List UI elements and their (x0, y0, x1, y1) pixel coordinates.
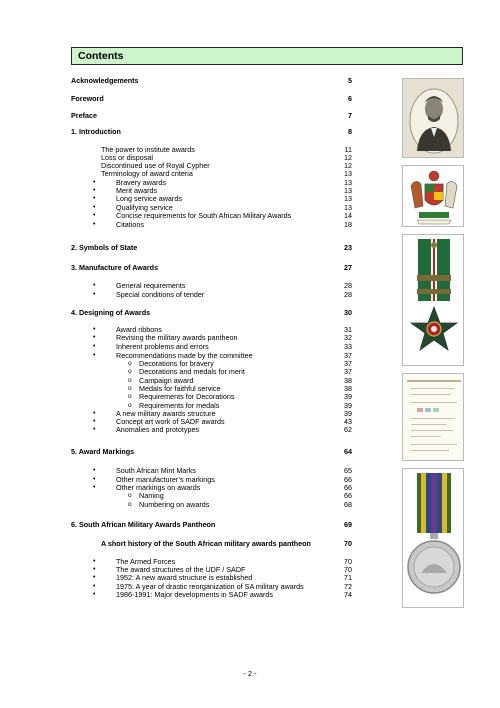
bullet-icon: • (93, 467, 96, 474)
toc-entry-title: Foreword (71, 94, 104, 103)
toc-entry-title: 2. Symbols of State (71, 243, 138, 252)
toc-entry-title: 5. Award Markings (71, 447, 135, 456)
bullet-icon: • (93, 426, 96, 433)
toc-entry-title: Other markings on awards (116, 483, 201, 492)
toc-entry-page: 27 (344, 263, 352, 272)
toc-entry-page: 31 (344, 325, 352, 334)
toc-entry-title: Anomalies and prototypes (116, 425, 200, 434)
bullet-icon: • (93, 352, 96, 359)
toc-entry-title: General requirements (116, 281, 186, 290)
toc-entry-page: 64 (344, 447, 352, 456)
bullet-icon: • (93, 204, 96, 211)
toc-entry-title: Decorations and medals for merit (139, 367, 245, 376)
toc-entry-title: Naming (139, 491, 164, 500)
toc-entry-title: Bravery awards (116, 178, 166, 187)
toc-entry-page: 12 (344, 161, 352, 170)
bullet-icon: • (93, 476, 96, 483)
toc-entry-page: 13 (344, 178, 352, 187)
circle-bullet-icon: o (128, 368, 132, 375)
toc-entry-page: 70 (344, 539, 352, 548)
coat-of-arms-icon (403, 166, 464, 227)
toc-entry-page: 37 (344, 359, 352, 368)
bullet-icon: • (93, 179, 96, 186)
toc-entry-page: 39 (344, 392, 352, 401)
toc-entry-page: 66 (344, 475, 352, 484)
bullet-icon: • (93, 212, 96, 219)
toc-entry-title: Requirements for medals (139, 401, 220, 410)
page-number: - 2 - (243, 669, 257, 678)
toc-entry-title: Award ribbons (116, 325, 162, 334)
toc-entry-page: 13 (344, 186, 352, 195)
toc-entry-page: 37 (344, 351, 352, 360)
bullet-icon: • (93, 583, 96, 590)
bullet-icon: • (93, 484, 96, 491)
bullet-icon: • (93, 558, 96, 565)
portrait-photo-icon (403, 79, 464, 158)
toc-entry-page: 66 (344, 491, 352, 500)
bullet-icon: • (93, 334, 96, 341)
toc-entry-title: 6. South African Military Awards Pantheon (71, 520, 216, 529)
toc-entry-title: The award structures of the UDF / SADF (116, 565, 246, 574)
toc-entry-title: The Armed Forces (116, 557, 176, 566)
toc-entry-page: 13 (344, 169, 352, 178)
toc-entry-title: 1. Introduction (71, 127, 121, 136)
toc-entry-page: 65 (344, 466, 352, 475)
toc-entry-page: 13 (344, 194, 352, 203)
toc-entry-title: 3. Manufacture of Awards (71, 263, 159, 272)
toc-entry-page: 6 (348, 94, 352, 103)
military-decoration-icon (403, 235, 464, 366)
bullet-icon: • (93, 591, 96, 598)
circle-bullet-icon: o (128, 393, 132, 400)
portrait-photo (402, 78, 464, 158)
toc-entry-title: Revising the military awards pantheon (116, 333, 238, 342)
circle-bullet-icon: o (128, 360, 132, 367)
toc-entry-title: Qualifying service (116, 203, 173, 212)
bullet-icon: • (93, 566, 96, 573)
toc-entry-page: 32 (344, 333, 352, 342)
toc-entry-page: 68 (344, 500, 352, 509)
medal-ribbon-icon (403, 469, 464, 608)
circle-bullet-icon: o (128, 385, 132, 392)
toc-entry-page: 62 (344, 425, 352, 434)
toc-entry-page: 38 (344, 384, 352, 393)
toc-entry-page: 72 (344, 582, 352, 591)
toc-entry-page: 70 (344, 557, 352, 566)
circle-bullet-icon: o (128, 492, 132, 499)
toc-entry-page: 43 (344, 417, 352, 426)
toc-entry-page: 23 (344, 243, 352, 252)
toc-entry-page: 12 (344, 153, 352, 162)
toc-entry-page: 8 (348, 127, 352, 136)
toc-entry-title: Concise requirements for South African Military Awards (116, 211, 292, 220)
toc-entry-page: 14 (344, 211, 352, 220)
toc-entry-title: 1952: A new award structure is established (116, 573, 253, 582)
toc-entry-title: Campaign award (139, 376, 194, 385)
toc-entry-page: 13 (344, 203, 352, 212)
toc-entry-page: 28 (344, 281, 352, 290)
toc-entry-page: 71 (344, 573, 352, 582)
toc-entry-title: Other manufacturer’s markings (116, 475, 215, 484)
toc-entry-page: 7 (348, 111, 352, 120)
bullet-icon: • (93, 343, 96, 350)
toc-entry-title: Medals for faithful service (139, 384, 221, 393)
toc-entry-page: 74 (344, 590, 352, 599)
toc-entry-title: A new military awards structure (116, 409, 216, 418)
toc-entry-title: Special conditions of tender (116, 290, 205, 299)
toc-entry-title: Terminology of award criteria (101, 169, 193, 178)
toc-entry-page: 66 (344, 483, 352, 492)
toc-entry-title: Requirements for Decorations (139, 392, 235, 401)
bullet-icon: • (93, 282, 96, 289)
bullet-icon: • (93, 221, 96, 228)
toc-entry-page: 38 (344, 376, 352, 385)
toc-entry-title: 1986-1991: Major developments in SADF awards (116, 590, 274, 599)
toc-entry-title: Preface (71, 111, 97, 120)
bullet-icon: • (93, 326, 96, 333)
toc-entry-title: A short history of the South African military awards pantheon (101, 539, 311, 548)
circle-bullet-icon: o (128, 377, 132, 384)
toc-entry-title: Numbering on awards (139, 500, 210, 509)
toc-entry-title: The power to institute awards (101, 145, 195, 154)
toc-entry-page: 70 (344, 565, 352, 574)
toc-entry-title: South African Mint Marks (116, 466, 196, 475)
document-scan-icon (403, 374, 464, 461)
toc-entry-page: 39 (344, 409, 352, 418)
toc-entry-page: 37 (344, 367, 352, 376)
toc-entry-page: 28 (344, 290, 352, 299)
circle-bullet-icon: o (128, 402, 132, 409)
medal-ribbon-image (402, 468, 464, 608)
toc-entry-title: 1975: A year of drastic reorganization of SA military awards (116, 582, 304, 591)
toc-entry-title: Loss or disposal (101, 153, 153, 162)
bullet-icon: • (93, 195, 96, 202)
circle-bullet-icon: o (128, 501, 132, 508)
toc-entry-title: Citations (116, 220, 144, 229)
toc-entry-page: 69 (344, 520, 352, 529)
toc-entry-page: 18 (344, 220, 352, 229)
toc-entry-title: Merit awards (116, 186, 158, 195)
toc-entry-title: Inherent problems and errors (116, 342, 209, 351)
coat-of-arms-image (402, 165, 464, 227)
toc-entry-page: 39 (344, 401, 352, 410)
toc-entry-title: Discontinued use of Royal Cypher (101, 161, 210, 170)
bullet-icon: • (93, 410, 96, 417)
toc-entry-title: Acknowledgements (71, 76, 139, 85)
toc-entry-title: 4. Designing of Awards (71, 308, 151, 317)
toc-entry-page: 11 (344, 145, 352, 154)
toc-entry-title: Recommendations made by the committee (116, 351, 253, 360)
military-decoration-image (402, 234, 464, 366)
bullet-icon: • (93, 291, 96, 298)
bullet-icon: • (93, 187, 96, 194)
toc-entry-title: Concept art work of SADF awards (116, 417, 225, 426)
page-title: Contents (78, 50, 124, 62)
toc-entry-page: 30 (344, 308, 352, 317)
document-scan-image (402, 373, 464, 461)
toc-entry-page: 5 (348, 76, 352, 85)
bullet-icon: • (93, 418, 96, 425)
toc-entry-title: Decorations for bravery (139, 359, 214, 368)
bullet-icon: • (93, 574, 96, 581)
toc-entry-title: Long service awards (116, 194, 182, 203)
toc-entry-page: 33 (344, 342, 352, 351)
